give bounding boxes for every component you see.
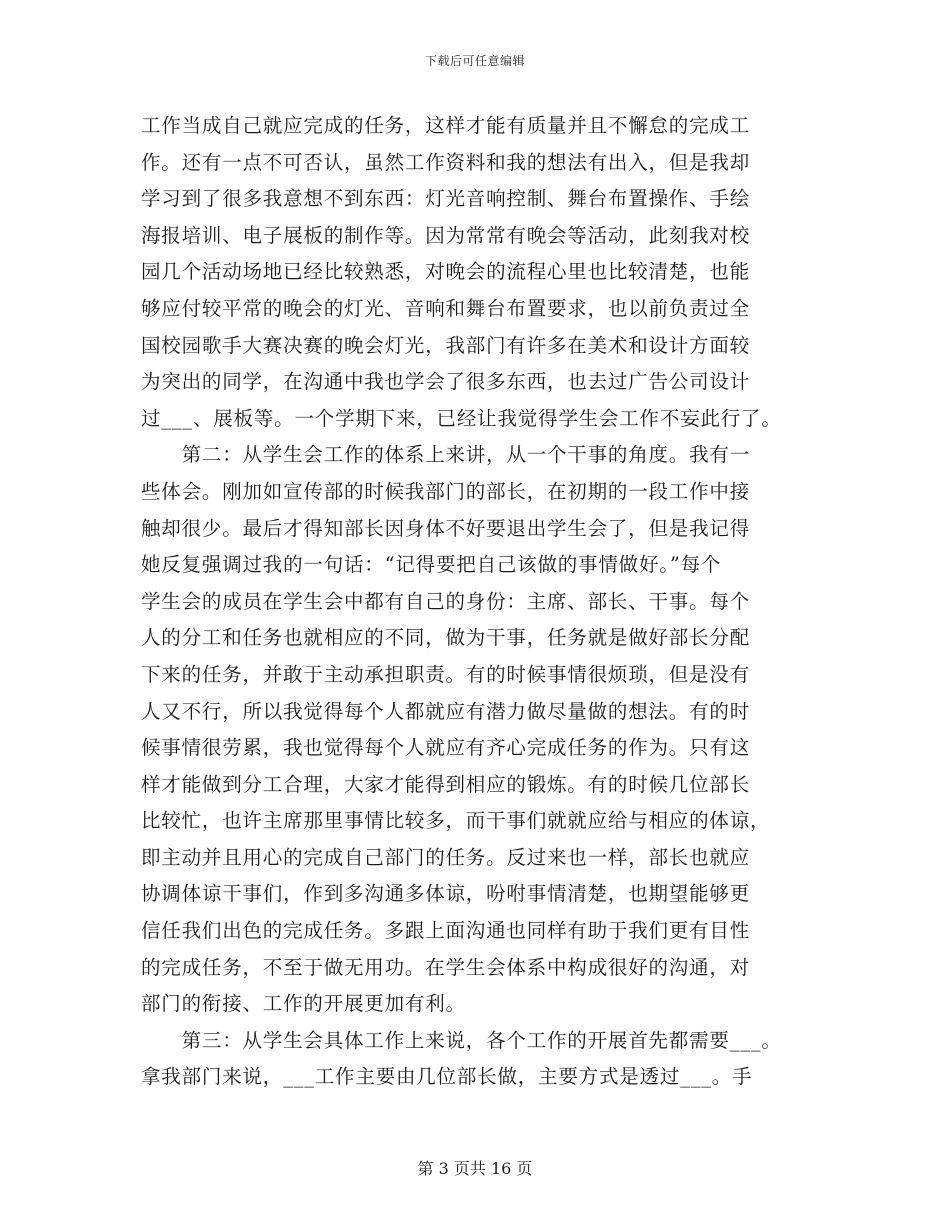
text-line: 工作当成自己就应完成的任务，这样才能有质量并且不懈怠的完成工	[141, 114, 751, 137]
text-line: 的完成任务，不至于做无用功。在学生会体系中构成很好的沟通，对	[141, 955, 751, 979]
text-line: 信任我们出色的完成任务。多跟上面沟通也同样有助于我们更有目性	[141, 919, 751, 943]
text-line: 过___、展板等。一个学期下来，已经让我觉得学生会工作不妄此行了。	[141, 406, 782, 430]
text-line: 园几个活动场地已经比较熟悉，对晚会的流程心里也比较清楚，也能	[141, 260, 751, 284]
text-line: 海报培训、电子展板的制作等。因为常常有晚会等活动，此刻我对校	[141, 223, 751, 247]
text-line: 样才能做到分工合理，大家才能得到相应的锻炼。有的时候几位部长	[141, 772, 751, 796]
text-line: 为突出的同学，在沟通中我也学会了很多东西，也去过广告公司设计	[141, 370, 751, 394]
text-line: 部门的衔接、工作的开展更加有利。	[141, 992, 466, 1016]
page-header: 下载后可任意编辑	[424, 54, 525, 68]
text-line: 她反复强调过我的一句话：“记得要把自己该做的事情做好。”每个	[141, 553, 722, 577]
page-footer: 第 3 页共 16 页	[417, 1159, 533, 1178]
text-line: 作。还有一点不可否认，虽然工作资料和我的想法有出入，但是我却	[141, 150, 751, 174]
text-line: 够应付较平常的晚会的灯光、音响和舞台布置要求，也以前负责过全	[141, 296, 751, 320]
text-line: 些体会。刚加如宣传部的时候我部门的部长，在初期的一段工作中接	[141, 479, 751, 503]
text-line: 协调体谅干事们，作到多沟通多体谅，吩咐事情清楚，也期望能够更	[141, 882, 751, 906]
text-line: 人又不行，所以我觉得每个人都就应有潜力做尽量做的想法。有的时	[141, 699, 751, 723]
text-line: 触却很少。最后才得知部长因身体不好要退出学生会了，但是我记得	[141, 516, 751, 540]
text-line: 下来的任务，并敢于主动承担职责。有的时候事情很烦琐，但是没有	[141, 662, 751, 686]
text-line: 候事情很劳累，我也觉得每个人就应有齐心完成任务的作为。只有这	[141, 736, 751, 760]
document-body	[141, 108, 831, 1096]
text-line: 比较忙，也许主席那里事情比较多，而干事们就就应给与相应的体谅，	[141, 809, 771, 833]
text-line: 即主动并且用心的完成自己部门的任务。反过来也一样，部长也就应	[141, 845, 751, 869]
text-line: 第三：从学生会具体工作上来说，各个工作的开展首先都需要___。	[141, 1028, 782, 1052]
text-line: 学习到了很多我意想不到东西：灯光音响控制、舞台布置操作、手绘	[141, 187, 751, 211]
text-line: 拿我部门来说，___工作主要由几位部长做，主要方式是透过___。手	[141, 1065, 753, 1089]
text-line: 学生会的成员在学生会中都有自己的身份：主席、部长、干事。每个	[141, 589, 751, 613]
text-line: 第二：从学生会工作的体系上来讲，从一个干事的角度。我有一	[141, 443, 751, 467]
text-line: 人的分工和任务也就相应的不同，做为干事，任务就是做好部长分配	[141, 626, 751, 650]
text-line: 国校园歌手大赛决赛的晚会灯光，我部门有许多在美术和设计方面较	[141, 333, 751, 357]
